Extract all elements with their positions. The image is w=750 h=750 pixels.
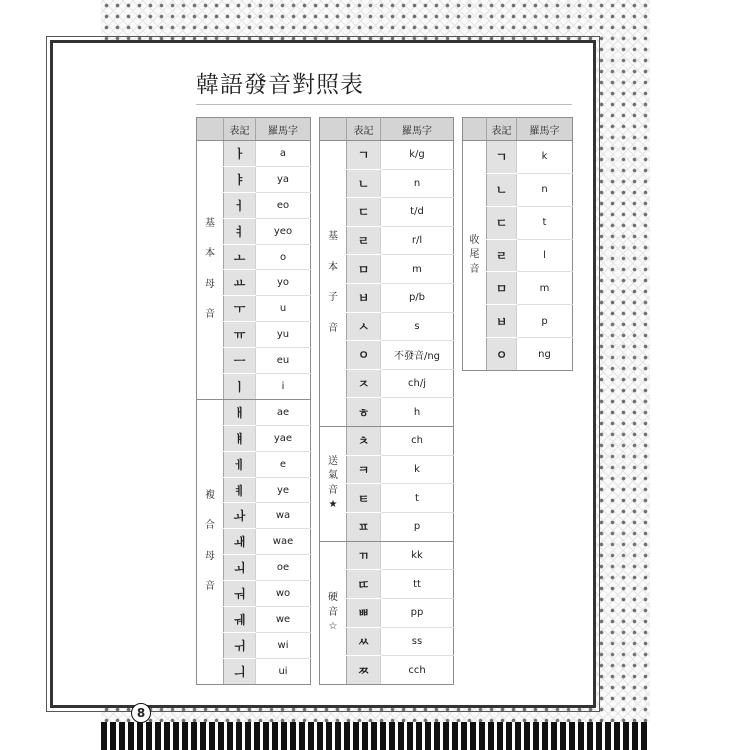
group-label-char: 本 [328,261,338,273]
table-row [197,399,311,425]
symbol-cell: ㅇ [487,338,517,371]
symbol-cell: ㅜ [224,296,256,322]
roman-cell: yeo [256,218,311,244]
symbol-cell: ㄲ [347,541,381,570]
symbol-cell: ㅎ [347,398,381,427]
roman-cell: u [256,296,311,322]
symbol-cell: ㅈ [347,369,381,398]
roman-cell: m [517,272,573,305]
roman-cell: ye [256,477,311,503]
bottom-border-band [101,722,650,750]
group-label-char: 收 [469,234,480,246]
roman-cell: kk [381,541,454,570]
symbol-cell: ㅅ [347,312,381,341]
roman-cell: n [517,173,573,206]
table-row [320,426,454,455]
roman-cell: o [256,244,311,270]
symbol-cell: ㅁ [347,255,381,284]
symbol-cell: ㅙ [224,529,256,555]
symbol-cell: ㅃ [347,598,381,627]
symbol-cell: ㅏ [224,141,256,167]
group-label-char: 尾 [469,249,480,261]
header-romanization: 羅馬字 [381,118,454,141]
symbol-cell: ㅣ [224,374,256,400]
header-symbol: 表記 [487,118,517,141]
roman-cell: ae [256,399,311,425]
symbol-cell: ㅉ [347,656,381,685]
roman-cell: n [381,169,454,198]
roman-cell: wae [256,529,311,555]
group-label-char: 基 [328,231,338,243]
symbol-cell: ㄷ [487,206,517,239]
group-label [320,141,347,427]
symbol-cell: ㅐ [224,399,256,425]
group-label-char: 音 [328,484,338,496]
roman-cell: r/l [381,226,454,255]
roman-cell: eo [256,192,311,218]
roman-cell: wi [256,632,311,658]
symbol-cell: ㅟ [224,632,256,658]
group-label-char: 基 [205,217,215,229]
roman-cell: t [381,484,454,513]
symbol-cell: ㅋ [347,455,381,484]
roman-cell: ch/j [381,369,454,398]
symbol-cell: ㅛ [224,270,256,296]
star-outline-icon: ☆ [328,621,338,633]
header-romanization: 羅馬字 [517,118,573,141]
symbol-cell: ㅒ [224,425,256,451]
group-label [320,541,347,684]
roman-cell: p [517,305,573,338]
roman-cell: yo [256,270,311,296]
title-divider [196,104,572,105]
symbol-cell: ㄷ [347,198,381,227]
table-row [197,141,311,167]
roman-cell: wo [256,581,311,607]
symbol-cell: ㅝ [224,581,256,607]
symbol-cell: ㅂ [487,305,517,338]
page-title: 韓語發音對照表 [196,72,364,98]
roman-cell: h [381,398,454,427]
group-label-char: 合 [205,520,215,532]
header-row [463,118,573,141]
star-icon: ★ [328,499,338,511]
group-label [197,399,224,684]
roman-cell: p/b [381,283,454,312]
roman-cell: ya [256,166,311,192]
group-label-char: 母 [205,278,215,290]
roman-cell: wa [256,503,311,529]
symbol-cell: ㄴ [487,173,517,206]
roman-cell: k [381,455,454,484]
symbol-cell: ㅕ [224,218,256,244]
roman-cell: m [381,255,454,284]
roman-cell: ss [381,627,454,656]
roman-cell: ui [256,658,311,684]
roman-cell: oe [256,555,311,581]
roman-cell: l [517,239,573,272]
roman-cell: 不發音/ng [381,341,454,370]
group-label-char: 本 [205,248,215,260]
group-label [463,141,487,371]
symbol-cell: ㅗ [224,244,256,270]
symbol-cell: ㄹ [347,226,381,255]
symbol-cell: ㅖ [224,477,256,503]
roman-cell: e [256,451,311,477]
symbol-cell: ㄴ [347,169,381,198]
group-label-char: 送 [328,455,338,467]
symbol-cell: ㄱ [347,141,381,170]
group-label-char: 音 [205,581,215,593]
symbol-cell: ㅘ [224,503,256,529]
symbol-cell: ㅡ [224,348,256,374]
final-consonant-table [462,117,573,371]
symbol-cell: ㅇ [347,341,381,370]
roman-cell: i [256,374,311,400]
symbol-cell: ㅂ [347,283,381,312]
symbol-cell: ㅆ [347,627,381,656]
roman-cell: k [517,141,573,174]
vowel-table [196,117,311,685]
group-label-char: 音 [328,322,338,334]
header-blank [463,118,487,141]
roman-cell: pp [381,598,454,627]
symbol-cell: ㅍ [347,512,381,541]
header-row [320,118,454,141]
table-row [320,141,454,170]
table-row [463,141,573,174]
symbol-cell: ㄸ [347,570,381,599]
group-label-char: 母 [205,550,215,562]
page-number: 8 [131,703,151,723]
header-blank [197,118,224,141]
symbol-cell: ㅞ [224,607,256,633]
header-blank [320,118,347,141]
group-label [320,426,347,541]
group-label-char: 音 [205,309,215,321]
symbol-cell: ㅚ [224,555,256,581]
roman-cell: we [256,607,311,633]
roman-cell: ch [381,426,454,455]
symbol-cell: ㅠ [224,322,256,348]
symbol-cell: ㄱ [487,141,517,174]
group-label [197,141,224,400]
symbol-cell: ㅌ [347,484,381,513]
symbol-cell: ㅁ [487,272,517,305]
group-label-char: 複 [205,489,215,501]
header-symbol: 表記 [347,118,381,141]
roman-cell: k/g [381,141,454,170]
group-label-char: 硬 [328,592,338,604]
group-label-char: 音 [328,606,338,618]
roman-cell: eu [256,348,311,374]
symbol-cell: ㄹ [487,239,517,272]
roman-cell: t [517,206,573,239]
symbol-cell: ㅓ [224,192,256,218]
symbol-cell: ㅔ [224,451,256,477]
symbol-cell: ㅢ [224,658,256,684]
consonant-table [319,117,454,685]
roman-cell: yu [256,322,311,348]
roman-cell: s [381,312,454,341]
group-label-char: 音 [469,263,480,275]
roman-cell: tt [381,570,454,599]
table-row [320,541,454,570]
roman-cell: yae [256,425,311,451]
symbol-cell: ㅊ [347,426,381,455]
group-label-char: 氣 [328,470,338,482]
roman-cell: a [256,141,311,167]
header-row [197,118,311,141]
header-romanization: 羅馬字 [256,118,311,141]
symbol-cell: ㅑ [224,166,256,192]
roman-cell: p [381,512,454,541]
roman-cell: ng [517,338,573,371]
roman-cell: t/d [381,198,454,227]
group-label-char: 子 [328,292,338,304]
roman-cell: cch [381,656,454,685]
header-symbol: 表記 [224,118,256,141]
